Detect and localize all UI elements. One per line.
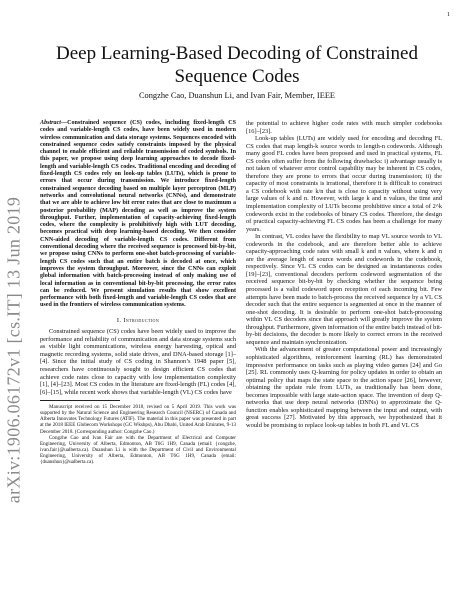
abstract bbox=[40, 120, 236, 310]
body-paragraph: In contrast, VL codes have the flexibility to map VL source words to VL codewords in the codebook, and are therefore better able to achieve capacity-approaching code rates with small k and n values, where k and n are the average length of source words and codewords in the codebook, respectively. Since VL CS codes can be designed as instantaneous codes [19]–[23], conventional decoders perform codeword segmentation of the received sequence bit-by-bit by checking whether the sequence being processed is a valid codeword upon reception of each incoming bit. Few attempts have been made to batch-process the received sequence by a VL CS decoder such that the entire sequence is segmented at once in the manner of one-shot decoding. It is desirable to perform one-shot batch-processing within VL CS decoders since that approach will greatly improve the system throughput. Furthermore, given information of the entire batch instead of bit-by-bit decisions, the decoder is more likely to correct errors in the received sequence and maintain synchronization. bbox=[246, 233, 442, 346]
paper-title: Deep Learning-Based Decoding of Constrained Sequence Codes bbox=[56, 43, 418, 87]
body-paragraph: the potential to achieve higher code rates with much simpler codebooks [16]–[23]. bbox=[246, 120, 442, 135]
right-column bbox=[246, 120, 442, 429]
arxiv-id: arXiv:1906.06172v1 [cs.IT] 13 Jun 2019 bbox=[3, 196, 24, 504]
paper-authors: Congzhe Cao, Duanshun Li, and Ivan Fair, Member, IEEE bbox=[138, 91, 336, 100]
section-heading: I. Introduction bbox=[116, 316, 160, 324]
abstract-text: —Constrained sequence (CS) codes, including fixed-length CS codes and variable-length CS codes, have been widely used in modern wireless communication and data storage systems. Sequences encoded with constrained sequence codes satisfy constraints imposed by the physical channel to enable efficient and reliable transmission of coded symbols. In this paper, we propose using deep learning approaches to decode fixed-length and variable-length CS codes. Traditional encoding and decoding of fixed-length CS codes rely on look-up tables (LUTs), which is prone to errors that occur during transmission. We introduce fixed-length constrained sequence decoding based on multiple layer perceptron (MLP) networks and convolutional neural networks (CNNs), and demonstrate that we are able to achieve low bit error rates that are close to maximum a posterior probability (MAP) decoding as well as improve the system throughput. Further, implementation of capacity-achieving fixed-length codes, where the complexity is prohibitively high with LUT decoding, becomes practical with deep learning-based decoding. We then consider CNN-aided decoding of variable-length CS codes. Different from conventional decoding where the received sequence is processed bit-by-bit, we propose using CNNs to perform one-shot batch-processing of variable-length CS codes such that an entire batch is decoded at once, which improves the system throughput. Moreover, since the CNNs can exploit global information with batch-processing instead of only making use of local information as in conventional bit-by-bit processing, the error rates can be reduced. We present simulation results that show excellent performance with both fixed-length and variable-length CS codes that are used in the frontiers of wireless communication systems. bbox=[40, 120, 236, 309]
arxiv-stamp bbox=[4, 160, 24, 540]
footnote: Congzhe Cao and Ivan Fair are with the Department of Electrical and Computer Engineering, University of Alberta, Edmonton, AB T6G 1H9, Canada (email: {congzhe, ivan.fair}@ualberta.ca). Duanshun Li is with the Department of Civil and Environmental Engineering, University of Alberta, Edmonton, AB T6G 1H9, Canada (email: {duanshun}@ualberta.ca). bbox=[40, 434, 236, 466]
body-paragraph: With the advancement of greater computational power and increasingly sophisticated algorithms, reinforcement learning (RL) has demonstrated impressive performance on tasks such as playing video games [24] and Go [25]. RL commonly uses Q-learning for policy updates in order to obtain an optimal policy that maps the state space to the action space [26], however, obtaining the update rule from LUTs, as traditionally has been done, becomes impossible with large state-action space. The invention of deep Q-networks that use deep neural networks (DNNs) to approximate the Q-function enables sophisticated mapping between the input and output, with great success [27]. Motivated by this approach, we hypothesized that it would be promising to replace look-up tables in both FL and VL CS bbox=[246, 346, 442, 429]
intro-paragraph: Constrained sequence (CS) codes have been widely used to improve the performance and reliability of communication and data storage systems such as visible light communications, wireless energy harvesting, optical and magnetic recording systems, solid state drives, and DNA-based storage [1]–[4]. Since the initial study of CS coding in Shannon’s 1948 paper [5], researchers have continuously sought to design efficient CS codes that achieve code rates close to capacity with low implementation complexity [1], [4]–[23]. Most CS codes in the literature are fixed-length (FL) codes [4], [6]–[15], while recent work shows that variable-length (VL) CS codes have bbox=[40, 328, 236, 396]
footnote: Manuscript received on 15 December 2018, revised on 5 April 2019. This work was supported by the Natural Science and Engineering Research Council (NSERC) of Canada and Alberta Innovates Technology Futures (ATIF). The material in this paper was presented in part at the 2018 IEEE Globecom Workshops (GC Wkshps), Abu Dhabi, United Arab Emirates, 9-13 December 2018. (Corresponding author: Congzhe Cao.) bbox=[40, 404, 236, 435]
page-number: 1 bbox=[447, 12, 450, 18]
abstract-label: Abstract bbox=[40, 120, 61, 126]
left-column bbox=[40, 120, 236, 465]
footnote-rule bbox=[40, 400, 120, 401]
body-paragraph: Look-up tables (LUTs) are widely used for encoding and decoding FL CS codes that map length-k source words to length-n codewords. Although many good FL codes have been proposed and used in practical systems, FL CS codes often suffer from the following drawbacks: i) advantage usually is not taken of whatever error control capability may be inherent in CS codes, therefore they are prone to errors that occur during transmission; ii) the capacity of most constraints is irrational, therefore it is difficult to construct a CS codebook with rate k/n that is close to capacity without using very large values of k and n. However, with large k and n values, the time and implementation complexity of LUTs become prohibitive since a total of 2^k codewords exist in the codebooks of binary CS codes. Therefore, the design of practical capacity-achieving FL CS codes has been a challenge for many years. bbox=[246, 135, 442, 233]
